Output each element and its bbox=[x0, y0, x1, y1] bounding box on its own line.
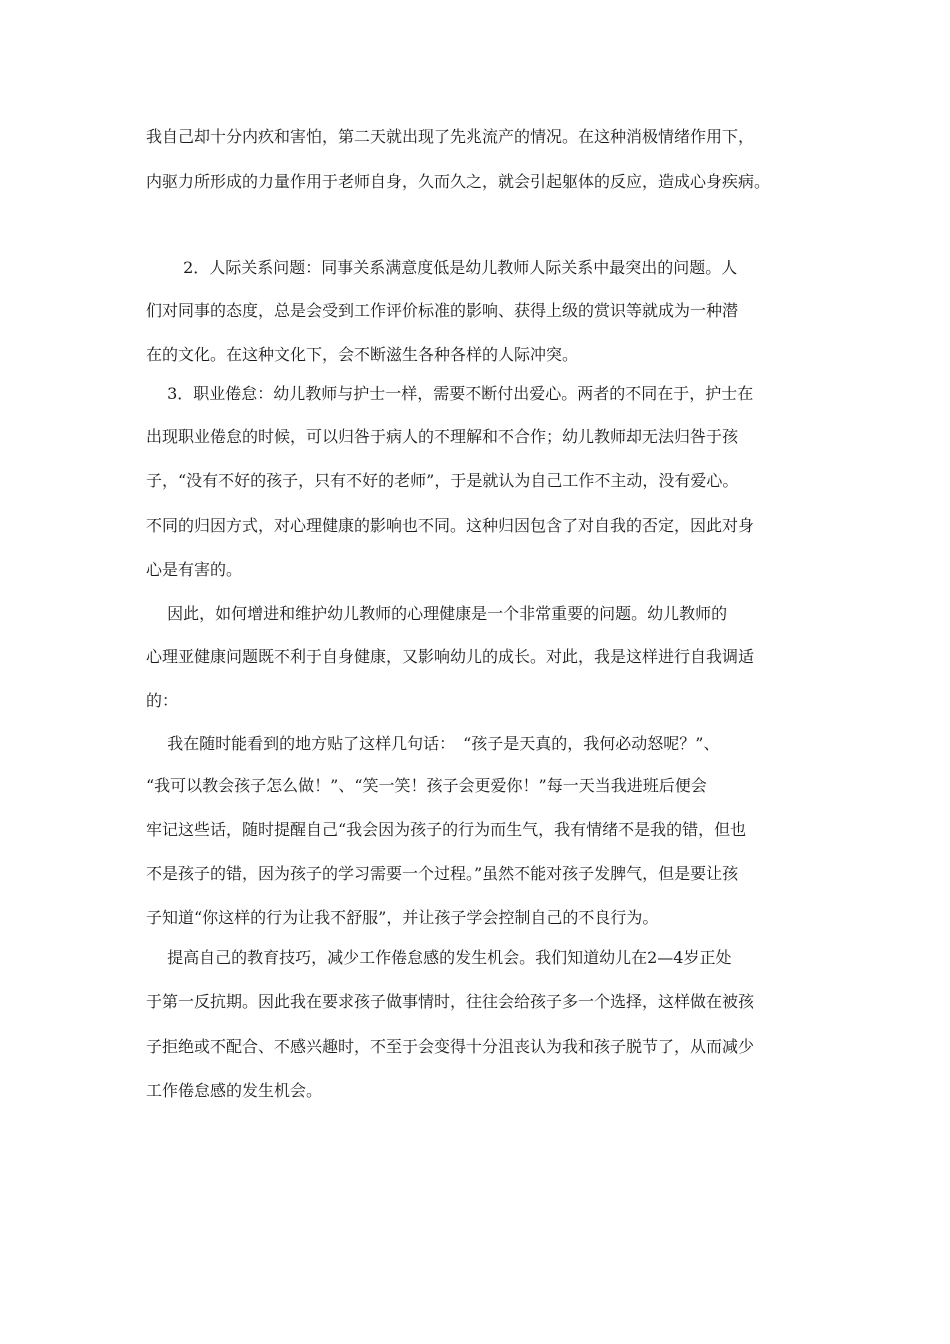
text-line: 心是有害的。 bbox=[146, 560, 243, 579]
text-line: 不是孩子的错，因为孩子的学习需要一个过程。”虽然不能对孩子发脾气，但是要让孩 bbox=[146, 864, 739, 883]
text-line: 工作倦怠感的发生机会。 bbox=[146, 1081, 323, 1100]
text-line: 内驱力所形成的力量作用于老师自身，久而久之，就会引起躯体的反应，造成心身疾病。 bbox=[146, 172, 771, 191]
text-line: “我可以教会孩子怎么做！”、“笑一笑！孩子会更爱你！”每一天当我进班后便会 bbox=[146, 776, 707, 795]
text-line: 子，“没有不好的孩子，只有不好的老师”，于是就认为自己工作不主动，没有爱心。 bbox=[146, 471, 739, 490]
text-line: 们对同事的态度，总是会受到工作评价标准的影响、获得上级的赏识等就成为一种潜 bbox=[146, 301, 739, 320]
text-line: 于第一反抗期。因此我在要求孩子做事情时，往往会给孩子多一个选择，这样做在被孩 bbox=[146, 992, 755, 1011]
text-line: 子拒绝或不配合、不感兴趣时，不至于会变得十分沮丧认为我和孩子脱节了，从而减少 bbox=[146, 1037, 755, 1056]
text-line: 心理亚健康问题既不利于自身健康，又影响幼儿的成长。对此，我是这样进行自我调适 bbox=[146, 647, 755, 666]
text-line: 因此，如何增进和维护幼儿教师的心理健康是一个非常重要的问题。幼儿教师的 bbox=[146, 604, 728, 623]
text-line: 子知道“你这样的行为让我不舒服”，并让孩子学会控制自己的不良行为。 bbox=[146, 908, 659, 927]
text-line: 3．职业倦怠：幼儿教师与护士一样，需要不断付出爱心。两者的不同在于，护士在 bbox=[146, 384, 754, 403]
text-line: 不同的归因方式，对心理健康的影响也不同。这种归因包含了对自我的否定，因此对身 bbox=[146, 516, 755, 535]
text-line: 我在随时能看到的地方贴了这样几句话： “孩子是天真的，我何必动怒呢？”、 bbox=[146, 734, 720, 753]
text-line: 2．人际关系问题：同事关系满意度低是幼儿教师人际关系中最突出的问题。人 bbox=[146, 258, 738, 277]
text-line: 我自己却十分内疚和害怕，第二天就出现了先兆流产的情况。在这种消极情绪作用下， bbox=[146, 127, 755, 146]
text-line: 的： bbox=[146, 691, 179, 710]
text-line: 提高自己的教育技巧，减少工作倦怠感的发生机会。我们知道幼儿在2—4岁正处 bbox=[146, 948, 732, 967]
text-line: 在的文化。在这种文化下，会不断滋生各种各样的人际冲突。 bbox=[146, 345, 579, 364]
text-line: 出现职业倦怠的时候，可以归咎于病人的不理解和不合作；幼儿教师却无法归咎于孩 bbox=[146, 427, 739, 446]
text-line: 牢记这些话，随时提醒自己“我会因为孩子的行为而生气，我有情绪不是我的错，但也 bbox=[146, 820, 747, 839]
